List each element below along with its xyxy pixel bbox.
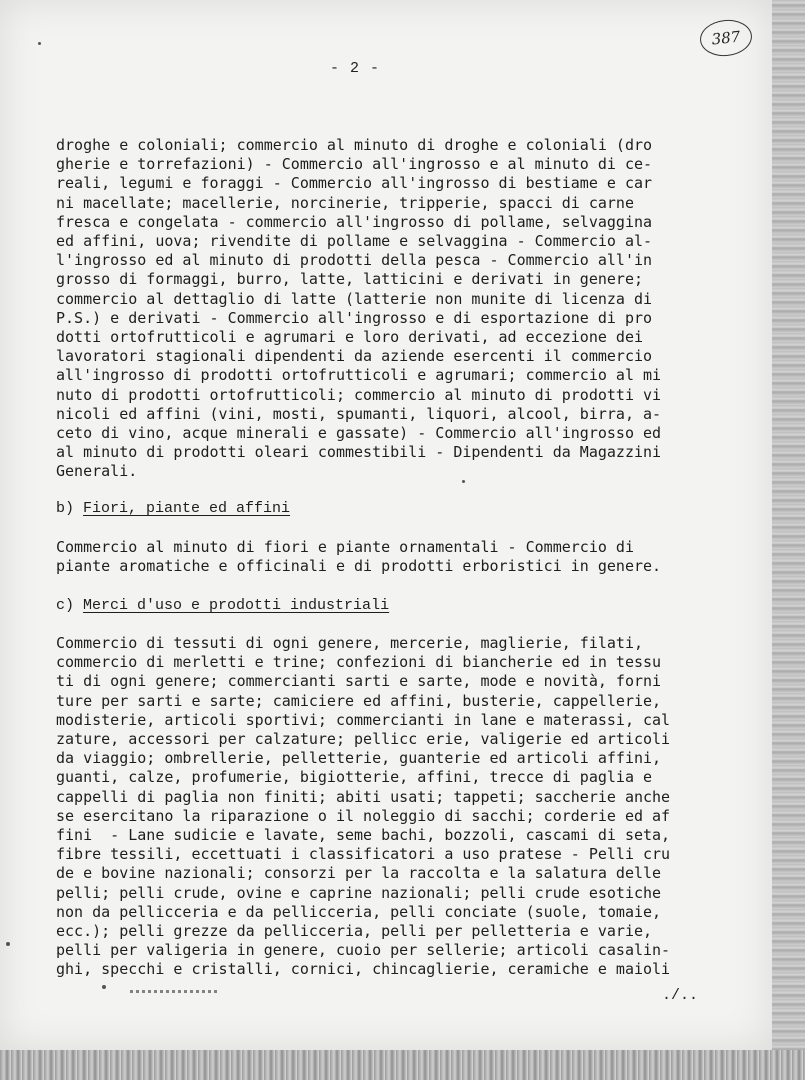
section-b-marker: b): [56, 500, 84, 517]
scan-speck: [6, 942, 10, 946]
scan-edge-right: [772, 0, 805, 1080]
scan-speck: [462, 480, 465, 483]
section-b-heading: [56, 500, 290, 517]
page-number: - 2 -: [330, 60, 381, 77]
section-b-title: Fiori, piante ed affini: [83, 500, 291, 517]
scan-edge-bottom: [0, 1050, 805, 1080]
section-b-text: Commercio al minuto di fiori e piante ornamentali - Commercio di piante aromatiche e officinali e di prodotti erboristici in genere.: [56, 538, 662, 576]
section-c-text: Commercio di tessuti di ogni genere, mercerie, maglierie, filati, commercio di merletti e trine; confezioni di biancherie ed in tessu ti di ogni genere; commercianti sarti e sarte, mode e novità, forni ture per sarti e sarte; camiciere ed affini, busterie, cappellerie, modisterie, articoli sportivi; commercianti in lane e materassi, cal zature, accessori per calzature; pellicc erie, valigerie ed articoli da viaggio; ombrellerie, pelletterie, guanterie ed articoli affini, guanti, calze, profumerie, bigiotterie, affini, trecce di paglia e cappelli di paglia non finiti; abiti usati; tappeti; saccherie anche se esercitano la riparazione o il noleggio di sacchi; corderie ed af fini - Lane sudicie e lavate, seme bachi, bozzoli, cascami di seta, fibre tessili, eccettuati i classificatori a uso pratese - Pelli cru de e bovine nazionali; consorzi per la raccolta e la salatura delle pelli; pelli crude, ovine e caprine nazionali; pelli crude esotiche non da pellicceria e da pellicceria, pelli conciate (suole, tomaie, ecc.); pelli grezze da pellicceria, pelli per pelletteria e varie, pelli per valigeria in genere, cuoio per sellerie; articoli casalin- ghi, specchi e cristalli, cornici, chincaglierie, ceramiche e maioli: [56, 634, 671, 979]
continuation-mark: ./..: [662, 987, 699, 1004]
section-c-marker: c): [56, 597, 84, 614]
stray-mark: [130, 990, 218, 993]
section-c-title: Merci d'uso e prodotti industriali: [83, 597, 390, 614]
scan-speck: [38, 42, 41, 45]
folio-stamp: 387: [698, 17, 753, 58]
section-a-text: droghe e coloniali; commercio al minuto di droghe e coloniali (dro gherie e torrefazioni) - Commercio all'ingrosso e al minuto di ce- reali, legumi e foraggi - Commercio all'ingrosso di bestiame e car ni macellate; macellerie, norcinerie, tripperie, spacci di carne fresca e congelata - commercio all'ingrosso di pollame, selvaggina ed affini, uova; rivendite di pollame e selvaggina - Commercio al- l'ingrosso ed al minuto di prodotti della pesca - Commercio all'in grosso di formaggi, burro, latte, latticini e derivati in genere; commercio al dettaglio di latte (latterie non munite di licenza di P.S.) e derivati - Commercio all'ingrosso e di esportazione di pro dotti ortofrutticoli e agrumari e loro derivati, ad eccezione dei lavoratori stagionali dipendenti da aziende esercenti il commercio all'ingrosso di prodotti ortofrutticoli e agrumari; commercio al mi nuto di prodotti ortofrutticoli; commercio al minuto di prodotti vi nicoli ed affini (vini, mosti, spumanti, liquori, alcool, birra, a- ceto di vino, acque minerali e gassate) - Commercio all'ingrosso ed al minuto di prodotti oleari commestibili - Dipendenti da Magazzini Generali.: [56, 136, 662, 481]
scan-speck: [102, 985, 106, 989]
section-c-heading: [56, 597, 389, 614]
